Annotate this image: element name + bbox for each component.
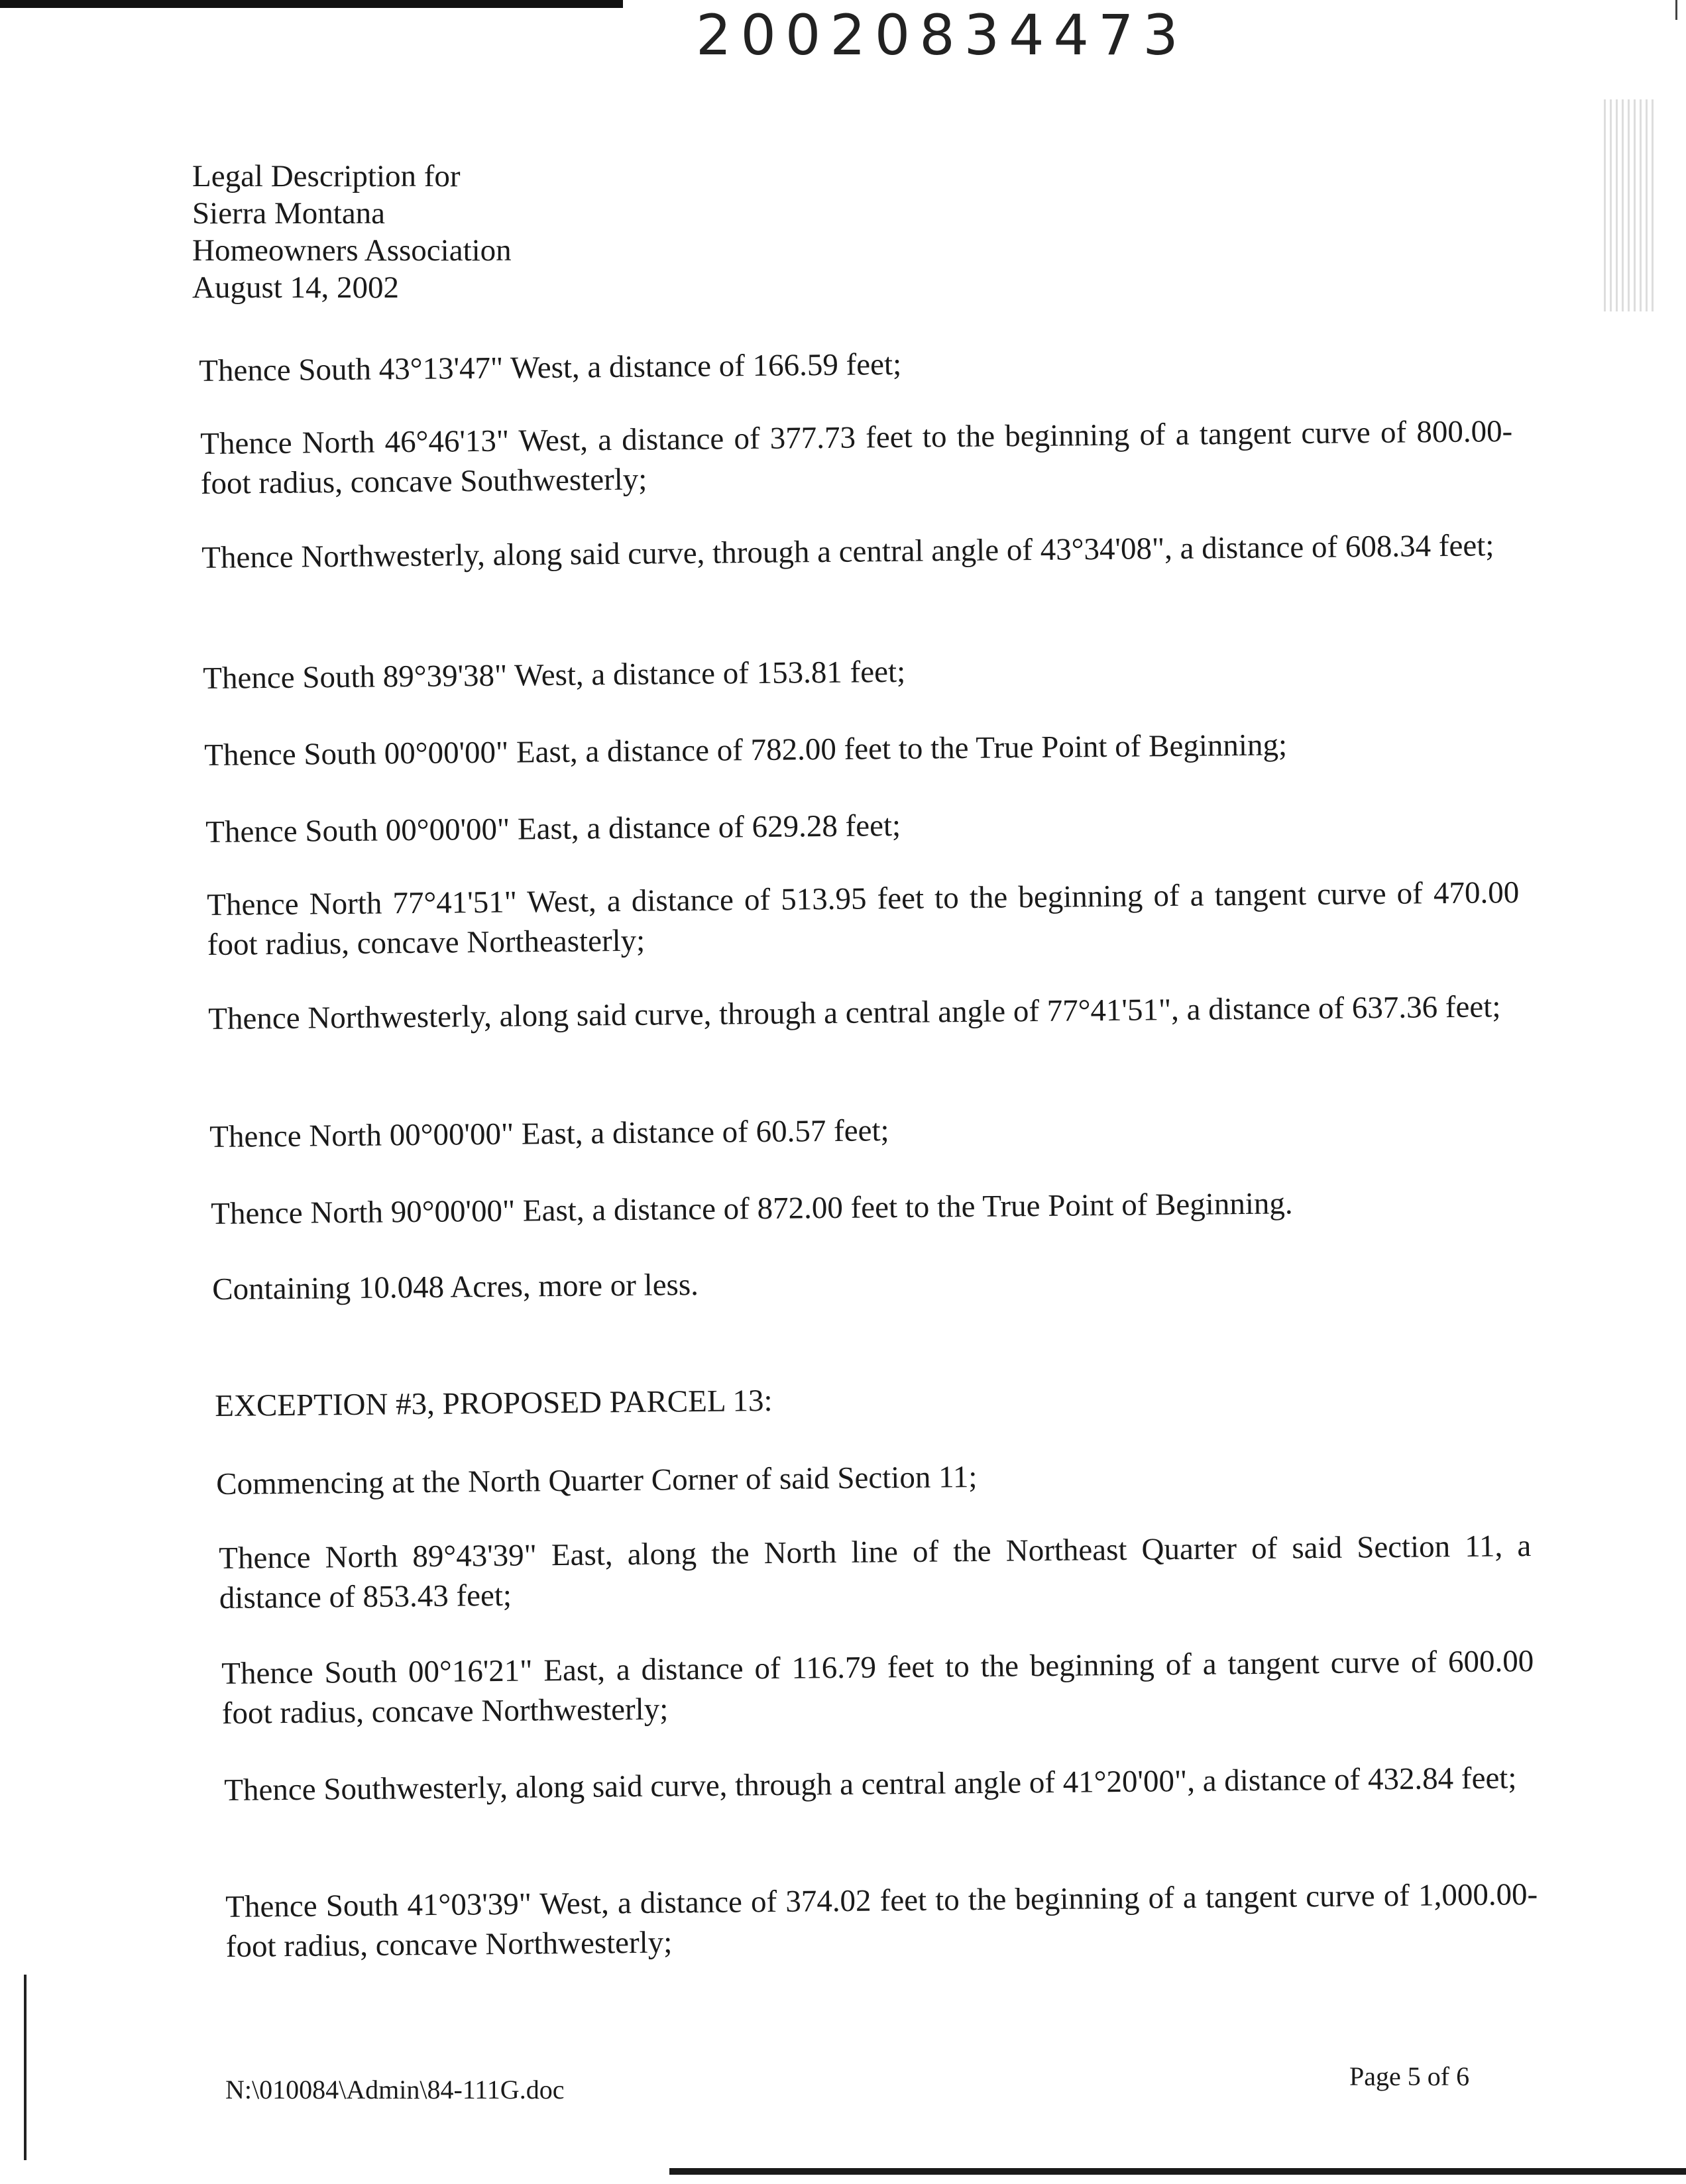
recorder-stamp-mark xyxy=(1604,99,1657,311)
paragraph: Thence South 00°00'00" East, a distance of 629.28 feet; xyxy=(205,808,901,849)
header-line-title: Legal Description for xyxy=(192,159,461,193)
footer-file-path: N:\010084\Admin\84-111G.doc xyxy=(225,2075,565,2104)
paragraph: Containing 10.048 Acres, more or less. xyxy=(212,1267,699,1307)
document-header xyxy=(192,158,512,306)
paragraph: Thence North 89°43'39" East, along the North line of the Northeast Quarter of said Section 11, a distance of 853.43 feet; xyxy=(219,1528,1532,1615)
paragraph: Thence South 89°39'38" West, a distance of 153.81 feet; xyxy=(203,654,906,696)
scan-edge-top xyxy=(0,0,623,8)
scan-edge-right xyxy=(1675,0,1677,20)
header-line-date: August 14, 2002 xyxy=(192,270,400,305)
footer-page-number: Page 5 of 6 xyxy=(1349,2061,1470,2091)
paragraph: Commencing at the North Quarter Corner of said Section 11; xyxy=(216,1459,978,1502)
header-line-name: Sierra Montana xyxy=(192,196,386,231)
paragraph: Thence Northwesterly, along said curve, through a central angle of 43°34'08", a distance of 608.34 feet; xyxy=(201,528,1494,575)
paragraph: Thence Southwesterly, along said curve, through a central angle of 41°20'00", a distance of 432.84 feet; xyxy=(224,1761,1517,1808)
paragraph: Thence North 90°00'00" East, a distance of 872.00 feet to the True Point of Beginning. xyxy=(211,1186,1293,1231)
paragraph: Thence South 00°16'21" East, a distance of 116.79 feet to the beginning of a tangent curve of 600.00 foot radius, concave Northwesterly; xyxy=(221,1643,1534,1731)
paragraph: Thence Northwesterly, along said curve, through a central angle of 77°41'51", a distance of 637.36 feet; xyxy=(208,989,1501,1036)
document-number: 20020834473 xyxy=(696,3,1188,68)
paragraph: Thence South 43°13'47" West, a distance of 166.59 feet; xyxy=(199,347,902,388)
paragraph: Thence North 77°41'51" West, a distance of 513.95 feet to the beginning of a tangent curve of 470.00 foot radius, concave Northeasterly; xyxy=(207,875,1520,962)
paragraph: Thence South 41°03'39" West, a distance of 374.02 feet to the beginning of a tangent curve of 1,000.00-foot radius, concave Northwesterly; xyxy=(225,1877,1538,1964)
section-heading: EXCEPTION #3, PROPOSED PARCEL 13: xyxy=(215,1383,773,1423)
paragraph: Thence South 00°00'00" East, a distance of 782.00 feet to the True Point of Beginning; xyxy=(204,728,1288,773)
header-line-association: Homeowners Association xyxy=(192,233,512,268)
scan-edge-bottom xyxy=(669,2168,1686,2175)
paragraph: Thence North 46°46'13" West, a distance of 377.73 feet to the beginning of a tangent curve of 800.00-foot radius, concave Southwesterly; xyxy=(200,413,1513,501)
scan-edge-left xyxy=(24,1975,27,2160)
paragraph: Thence North 00°00'00" East, a distance of 60.57 feet; xyxy=(209,1113,889,1154)
